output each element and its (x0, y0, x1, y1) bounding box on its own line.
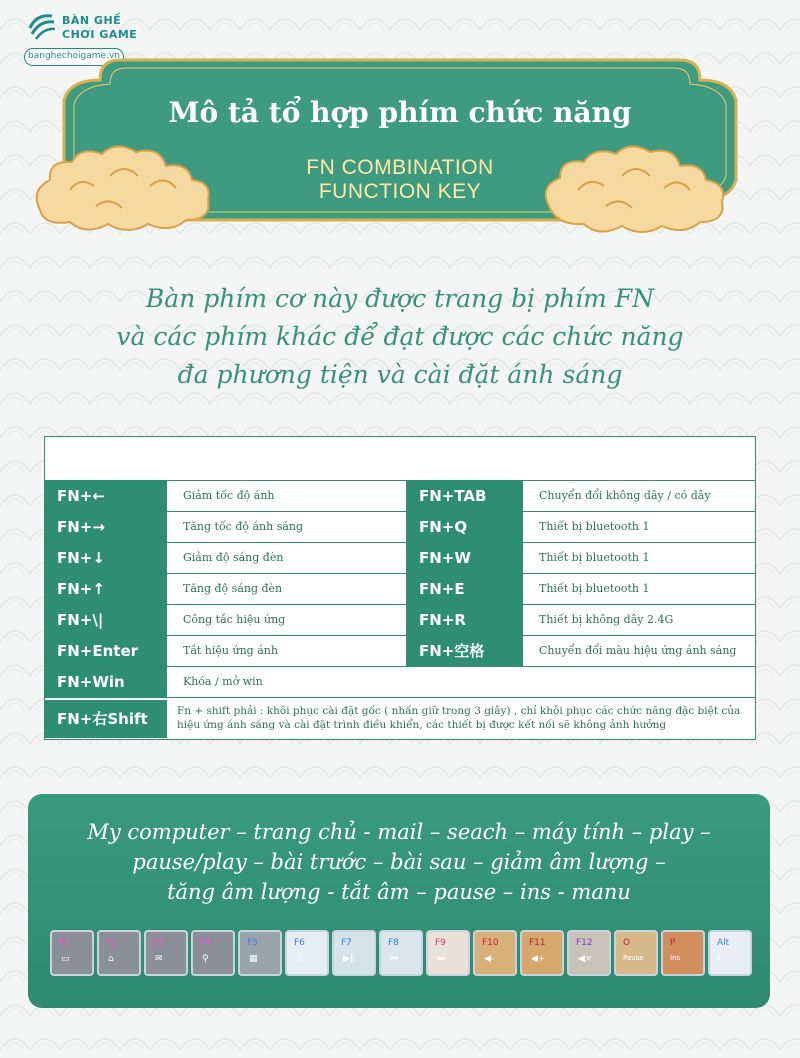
key-cell: FN+E (407, 574, 523, 604)
desc-cell: Tăng độ sáng đèn (167, 574, 407, 604)
keycap-label: F10 (482, 938, 499, 948)
volume-up-icon: ◀+ (531, 954, 546, 964)
logo-name-line2: CHƠI GAME (62, 28, 138, 41)
desc-cell: Chuyển đổi màu hiệu ứng ánh sáng (539, 644, 737, 657)
desc-cell: Thiết bị bluetooth 1 (539, 520, 650, 533)
table-row (45, 636, 755, 667)
key-cell: FN+W (407, 543, 523, 573)
keycap-f9 (426, 930, 470, 976)
desc-cell: Thiết bị không dây 2.4G (539, 613, 674, 626)
intro-line3: đa phương tiện và cài đặt ánh sáng (177, 360, 623, 389)
keycap-label: F4 (200, 938, 211, 948)
keycap-f12 (567, 930, 611, 976)
keycap-label: F7 (341, 938, 352, 948)
key-cell: FN+TAB (407, 481, 523, 511)
key-cell: FN+Enter (45, 636, 167, 666)
panel-line3: tăng âm lượng - tắt âm – pause – ins - manu (167, 880, 631, 904)
table-row (45, 605, 755, 636)
keycap-f11 (520, 930, 564, 976)
key-cell: FN+R (407, 605, 523, 635)
keycap-sublabel: E (717, 954, 722, 962)
table-row (45, 667, 755, 698)
keycap-f4 (191, 930, 235, 976)
fn-combination-table (44, 436, 756, 740)
keycap-o (614, 930, 658, 976)
play-pause-icon: ▶∥ (343, 954, 355, 964)
desc-cell: Công tắc hiệu ứng (167, 605, 407, 635)
key-cell: FN+↓ (45, 543, 167, 573)
table-row (45, 543, 755, 574)
key-cell: FN+Q (407, 512, 523, 542)
keycap-f6 (285, 930, 329, 976)
logo-swirl-icon (26, 10, 56, 40)
keycap-label: F6 (294, 938, 305, 948)
search-icon: ⚲ (202, 954, 209, 964)
desc-cell: Thiết bị bluetooth 1 (539, 551, 650, 564)
monitor-icon: ▭ (61, 954, 70, 964)
key-cell: FN+空格 (407, 636, 523, 666)
intro-line1: Bàn phím cơ này được trang bị phím FN (145, 284, 655, 313)
key-cell: FN+\| (45, 605, 167, 635)
banner-subtitle-line2: FUNCTION KEY (318, 180, 482, 203)
desc-cell: Tăng tốc độ ánh sáng (167, 512, 407, 542)
mute-icon: ◀× (578, 954, 593, 964)
key-cell: FN+↑ (45, 574, 167, 604)
keycap-f5 (238, 930, 282, 976)
table-row (45, 481, 755, 512)
desc-cell: Giảm tốc độ ánh (167, 481, 407, 511)
keycap-f1 (50, 930, 94, 976)
panel-line2: pause/play – bài trước – bài sau – giảm âm lượng – (132, 850, 666, 874)
table-row (45, 700, 755, 738)
previous-icon: ⏮ (390, 954, 399, 964)
keycap-f10 (473, 930, 517, 976)
banner-title: Mô tả tổ hợp phím chức năng (168, 96, 632, 129)
key-cell: FN+Win (45, 667, 167, 697)
keycap-label: F2 (106, 938, 117, 948)
keycap-f2 (97, 930, 141, 976)
intro-line2: và các phím khác để đạt được các chức năng (116, 322, 684, 351)
key-cell: FN+→ (45, 512, 167, 542)
keycap-label: F8 (388, 938, 399, 948)
key-cell: FN+右Shift (45, 700, 167, 738)
keycap-alt (708, 930, 752, 976)
keycap-sublabel: Pause (623, 954, 644, 962)
keycap-sublabel: Ins (670, 954, 681, 962)
home-icon: ⌂ (108, 954, 114, 964)
keycap-label: F11 (529, 938, 546, 948)
keycap-label: F1 (59, 938, 70, 948)
next-icon: ⏭ (437, 954, 446, 964)
keycap-label: F9 (435, 938, 446, 948)
calculator-icon: ▦ (249, 954, 258, 964)
desc-cell: Chuyển đổi không dây / có dây (539, 489, 711, 502)
desc-cell: Tắt hiệu ứng ánh (167, 636, 407, 666)
banner-subtitle-line1: FN COMBINATION (306, 156, 494, 179)
desc-cell: Khóa / mở win (183, 675, 263, 688)
mail-icon: ✉ (155, 954, 163, 964)
logo-url[interactable]: banghechoigame.vn (24, 48, 124, 66)
keycap-p (661, 930, 705, 976)
keycap-label: Alt (717, 938, 730, 948)
panel-line1: My computer – trang chủ - mail – seach – máy tính – play – (87, 820, 711, 844)
desc-cell: Thiết bị bluetooth 1 (539, 582, 650, 595)
keycap-label: P (670, 938, 676, 948)
keycap-f7 (332, 930, 376, 976)
keycap-label: F3 (153, 938, 164, 948)
keycap-f3 (144, 930, 188, 976)
table-row (45, 574, 755, 605)
logo-name-line1: BÀN GHẾ (62, 14, 122, 27)
table-header-empty (45, 437, 755, 481)
keycap-label: F5 (247, 938, 258, 948)
keycap-row (50, 930, 760, 978)
music-icon: ♫ (296, 954, 305, 964)
keycap-label: F12 (576, 938, 593, 948)
desc-cell: Giảm độ sáng đèn (167, 543, 407, 573)
key-cell: FN+← (45, 481, 167, 511)
banner-background (0, 40, 800, 250)
keycap-label: O (623, 938, 631, 948)
keycap-f8 (379, 930, 423, 976)
desc-cell: Fn + shift phải : khôi phục cài đặt gốc ( nhấn giữ trong 3 giây) , chỉ khôi phục các chức năng đặc biệt của hiệu ứng ánh sáng và cài đặt trình điều khiển, các thiết bị được kết nối sẽ không ảnh hưởng (177, 705, 741, 731)
volume-down-icon: ◀- (484, 954, 495, 964)
table-row (45, 512, 755, 543)
